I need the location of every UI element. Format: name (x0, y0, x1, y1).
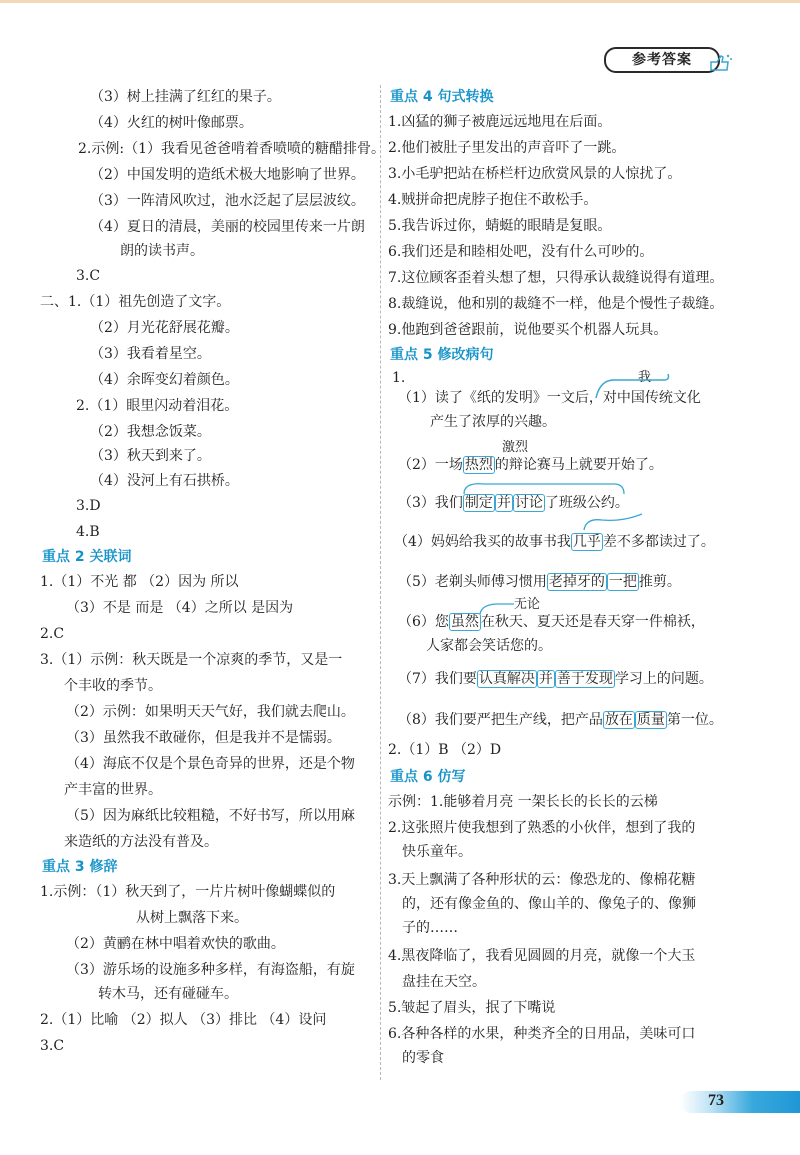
text-line: 8.裁缝说，他和别的裁缝不一样，他是个慢性子裁缝。 (388, 296, 724, 312)
text-line (398, 669, 713, 689)
marked-word: 放在 (604, 712, 633, 728)
marked-word: 善于发现 (556, 671, 613, 687)
text-line: 示例：1.能够着月亮 一架长长的长长的云梯 (388, 794, 658, 810)
text-line: （2）示例：如果明天天气好，我们就去爬山。 (66, 704, 355, 720)
text-line: 4.黑夜降临了，我看见圆圆的月亮，就像一个大玉 (388, 948, 696, 964)
text-line (398, 455, 663, 475)
text-line: 朗的读书声。 (120, 243, 204, 259)
text-line: 转木马，还有碰碰车。 (98, 986, 238, 1002)
marked-word: 认真解决 (478, 671, 535, 687)
text-line: 3.天上飘满了各种形状的云：像恐龙的、像棉花糖 (388, 872, 696, 888)
top-border (0, 0, 800, 3)
swap-mark-icon (454, 478, 634, 498)
text-line: 2.（1）B （2）D (388, 742, 502, 758)
delete-mark-icon (582, 512, 652, 532)
text-line: 7.这位顾客歪着头想了想，只得承认裁缝说得有道理。 (388, 270, 724, 286)
section-heading: 重点 4 句式转换 (390, 89, 494, 105)
marked-word: 老掉牙的 (548, 574, 605, 590)
text-line: （2）月光花舒展花瓣。 (90, 320, 239, 336)
text-line: 5.我告诉过你，蜻蜓的眼睛是复眼。 (388, 218, 612, 234)
text-line: 个丰收的季节。 (64, 678, 162, 694)
text-line: 1.凶猛的狮子被鹿远远地甩在后面。 (388, 114, 612, 130)
text-line: （3）不是 而是 （4）之所以 是因为 (66, 600, 294, 616)
text-span: （8）我们要严把生产线，把产品 (398, 712, 603, 728)
text-span: 学习上的问题。 (614, 671, 713, 687)
correction-annotation: 无论 (514, 597, 541, 612)
text-line: （2）黄鹂在林中唱着欢快的歌曲。 (66, 936, 285, 952)
text-span: （2）一场 (398, 457, 463, 473)
replace-mark-icon (476, 596, 516, 616)
text-line (398, 612, 705, 632)
text-line: 6.我们还是和睦相处吧，没有什么可吵的。 (388, 244, 654, 260)
text-line: 来造纸的方法没有普及。 (64, 834, 218, 850)
text-line (398, 710, 723, 730)
text-line: （3）树上挂满了红红的果子。 (90, 89, 281, 105)
text-line: 从树上飘落下来。 (136, 910, 248, 926)
text-line: （4）余晖变幻着颜色。 (90, 372, 239, 388)
text-span: 差不多都读过了。 (602, 534, 715, 550)
text-line: 2.这张照片使我想到了熟悉的小伙伴，想到了我的 (388, 820, 696, 836)
text-span: 第一位。 (666, 712, 723, 728)
section-heading: 重点 6 仿写 (390, 769, 466, 785)
text-line: 1.示例：（1）秋天到了，一片片树叶像蝴蝶似的 (40, 884, 336, 900)
text-line: 快乐童年。 (402, 844, 472, 860)
text-line: 3.C (40, 1038, 65, 1054)
text-line: （3）秋天到来了。 (90, 448, 211, 464)
text-line (394, 532, 715, 552)
text-line: 4.贼拼命把虎脖子抱住不敢松手。 (388, 192, 598, 208)
section-heading: 重点 5 修改病句 (390, 347, 494, 363)
text-line: （2）中国发明的造纸术极大地影响了世界。 (90, 167, 365, 183)
text-line: （3）我看着星空。 (90, 346, 211, 362)
text-line: （3）虽然我不敢碰你，但是我并不是懦弱。 (66, 730, 341, 746)
page-number-bar (680, 1091, 800, 1113)
text-line: 3.C (76, 268, 101, 284)
text-line: 6.各种各样的水果，种类齐全的日用品，美味可口 (388, 1026, 696, 1042)
marked-word: 一把 (608, 574, 637, 590)
text-span: （5）老剃头师傅习惯用 (398, 574, 547, 590)
text-span: （4）妈妈给我买的故事书我 (394, 534, 571, 550)
text-line: 产丰富的世界。 (64, 782, 162, 798)
marked-word: 讨论 (514, 495, 543, 511)
header-title: 参考答案 (604, 47, 720, 73)
text-line: 二、1.（1）祖先创造了文字。 (40, 294, 231, 310)
text-span: 的辩论赛马上就要开始了。 (494, 457, 663, 473)
text-line: 人家都会笑话您的。 (426, 638, 552, 654)
text-line (398, 572, 681, 592)
text-line: 1.（1）不光 都 （2）因为 所以 (40, 574, 239, 590)
page-number: 73 (708, 1092, 724, 1109)
text-line: 3.小毛驴把站在桥栏杆边欣赏风景的人惊扰了。 (388, 166, 682, 182)
text-line: 2.C (40, 626, 65, 642)
text-span: 了班级公约。 (544, 495, 629, 511)
column-divider (380, 85, 381, 1080)
text-line: 盘挂在天空。 (402, 974, 486, 990)
marked-word: 并 (496, 495, 511, 511)
text-line: 9.他跑到爸爸跟前，说他要买个机器人玩具。 (388, 322, 668, 338)
text-line: 的，还有像金鱼的、像山羊的、像兔子的、像狮 (402, 896, 696, 912)
text-line: 产生了浓厚的兴趣。 (430, 414, 556, 430)
text-line: （3）游乐场的设施多种多样，有海盗船，有旋 (66, 962, 355, 978)
text-line: 4.B (76, 524, 100, 540)
text-line: （4）火红的树叶像邮票。 (90, 115, 253, 131)
text-span: （3）我们 (398, 495, 463, 511)
text-line: （4）夏日的清晨，美丽的校园里传来一片朗 (90, 219, 365, 235)
text-span: 推剪。 (638, 574, 681, 590)
text-line: （1）读了《纸的发明》一文后，对中国传统文化 (398, 390, 701, 406)
text-line: 3.D (76, 498, 101, 514)
section-heading: 重点 3 修辞 (42, 859, 118, 875)
text-span: 在秋天、夏天还是春天穿一件棉袄， (480, 614, 705, 630)
marked-word: 制定 (464, 495, 493, 511)
text-line: 子的…… (402, 920, 458, 936)
marked-word: 质量 (636, 712, 665, 728)
text-line: （5）因为麻纸比较粗糙，不好书写，所以用麻 (66, 808, 355, 824)
marked-word: 几乎 (572, 534, 601, 550)
marked-word: 热烈 (464, 457, 493, 473)
decoration-icon (708, 52, 732, 74)
text-line: （4）海底不仅是个景色奇异的世界，还是个物 (66, 756, 355, 772)
text-line: 3.（1）示例：秋天既是一个凉爽的季节，又是一 (40, 652, 343, 668)
text-line: 2.他们被肚子里发出的声音吓了一跳。 (388, 140, 626, 156)
text-line: （2）我想念饭菜。 (90, 424, 211, 440)
text-span: （7）我们要 (398, 671, 477, 687)
text-line: 2.示例:（1）我看见爸爸啃着香喷喷的糖醋排骨。 (78, 141, 385, 157)
text-span: （6）您 (398, 614, 449, 630)
text-line: 1. (392, 370, 406, 386)
text-line: （3）一阵清风吹过，池水泛起了层层波纹。 (90, 193, 365, 209)
text-line: （4）没河上有石拱桥。 (90, 473, 239, 489)
correction-annotation: 我 (638, 370, 652, 385)
marked-word: 虽然 (450, 614, 479, 630)
text-line: 2.（1）比喻 （2）拟人 （3）排比 （4）设问 (40, 1012, 327, 1028)
text-line: 5.皱起了眉头，抿了下嘴说 (388, 1000, 556, 1016)
correction-annotation: 激烈 (502, 440, 529, 455)
text-line: 的零食 (402, 1050, 444, 1066)
text-line: 2.（1）眼里闪动着泪花。 (76, 398, 239, 414)
section-heading: 重点 2 关联词 (42, 549, 132, 565)
marked-word: 并 (538, 671, 553, 687)
